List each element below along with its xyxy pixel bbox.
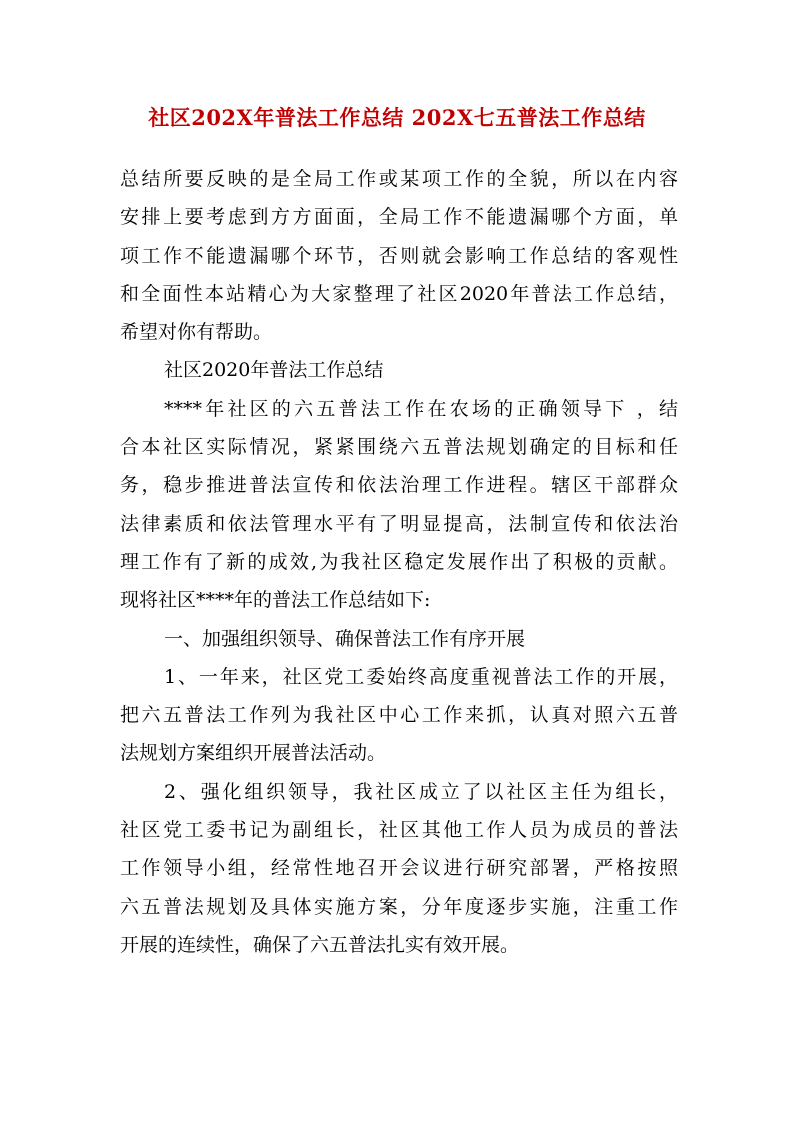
paragraph-line: 安排上要考虑到方方面面，全局工作不能遗漏哪个方面，单: [120, 206, 678, 229]
paragraph-line: 1、一年来，社区党工委始终高度重视普法工作的开展，: [164, 665, 678, 688]
paragraph-line: 开展的连续性，确保了六五普法扎实有效开展。: [120, 933, 520, 956]
paragraph-line: 把六五普法工作列为我社区中心工作来抓，认真对照六五普: [120, 704, 678, 727]
paragraph-line: 法规划方案组织开展普法活动。: [120, 742, 387, 765]
paragraph-line: 理工作有了新的成效,为我社区稳定发展作出了积极的贡献。: [120, 550, 678, 573]
paragraph-line: 合本社区实际情况，紧紧围绕六五普法规划确定的目标和任: [120, 436, 678, 459]
paragraph-line: 和全面性本站精心为大家整理了社区2020年普法工作总结，: [120, 282, 678, 305]
section-heading: 社区2020年普法工作总结: [164, 359, 384, 382]
document-body: [120, 160, 678, 964]
document-title: 社区202X年普法工作总结 202X七五普法工作总结: [148, 105, 646, 130]
paragraph-line: 项工作不能遗漏哪个环节，否则就会影响工作总结的客观性: [120, 244, 678, 267]
paragraph-line: 工作领导小组，经常性地召开会议进行研究部署，严格按照: [120, 857, 678, 880]
section-heading: 一、加强组织领导、确保普法工作有序开展: [164, 627, 526, 650]
paragraph-line: 社区党工委书记为副组长，社区其他工作人员为成员的普法: [120, 819, 678, 842]
paragraph-line: 务，稳步推进普法宣传和依法治理工作进程。辖区干部群众: [120, 474, 678, 497]
paragraph-line: 六五普法规划及具体实施方案，分年度逐步实施，注重工作: [120, 895, 678, 918]
paragraph-line: 2、强化组织领导，我社区成立了以社区主任为组长，: [164, 780, 678, 803]
paragraph-line: 希望对你有帮助。: [120, 321, 273, 344]
paragraph-line: 总结所要反映的是全局工作或某项工作的全貌，所以在内容: [120, 168, 678, 190]
paragraph-line: 法律素质和依法管理水平有了明显提高，法制宣传和依法治: [120, 512, 678, 535]
paragraph-line: ****年社区的六五普法工作在农场的正确领导下 ，结: [164, 397, 678, 420]
paragraph-line: 现将社区****年的普法工作总结如下:: [120, 589, 431, 612]
